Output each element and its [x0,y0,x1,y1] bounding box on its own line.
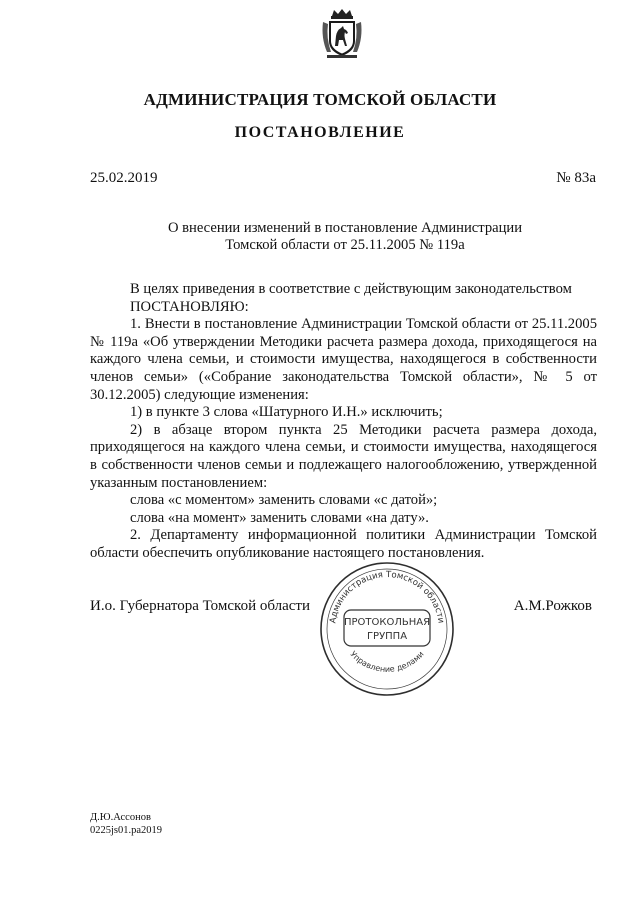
replacement-2-paragraph: слова «на момент» заменить словами «на дату». [130,509,429,526]
executor-footer [90,811,162,837]
decree-word: ПОСТАНОВЛЯЮ: [130,298,249,315]
item-1-1-paragraph: 1) в пункте 3 слова «Шатурного И.Н.» исключить; [130,404,443,421]
subject-line-1: О внесении изменений в постановление Администрации [167,220,523,236]
replacement-1-paragraph: слова «с моментом» заменить словами «с датой»; [130,492,438,509]
file-code: 0225js01.ра2019 [90,825,163,836]
document-subject [160,220,530,254]
stamp-outer-text: Администрация Томской области [328,569,446,625]
organization-title: АДМИНИСТРАЦИЯ ТОМСКОЙ ОБЛАСТИ [143,90,497,109]
official-stamp [318,560,456,698]
coat-of-arms-emblem [319,8,365,60]
document-number: № 83а [556,170,596,186]
item-1-2-paragraph: 2) в абзаце втором пункта 25 Методики расчета размера дохода, приходящегося на каждого члена семьи, и стоимости имущества, находящегося в собственности членов семьи и подлежащего налогообложению, утвержденной указанным постановлением: [90,421,597,491]
document-date: 25.02.2019 [90,170,158,186]
item-2-paragraph: 2. Департаменту информационной политики Администрации Томской области обеспечить опубликование настоящего постановления. [90,527,597,561]
executor-name: Д.Ю.Ассонов [90,812,151,823]
document-body [90,281,597,563]
subject-line-2: Томской области от 25.11.2005 № 119а [225,237,465,253]
stamp-bottom-text: Управление делами [348,649,426,674]
preamble-paragraph: В целях приведения в соответствие с действующим законодательством [130,281,572,297]
signer-name: А.М.Рожков [513,598,592,614]
stamp-inner-line-2: ГРУППА [366,631,408,642]
signer-position: И.о. Губернатора Томской области [90,598,310,614]
item-1-paragraph: 1. Внести в постановление Администрации Томской области от 25.11.2005 № 119а «Об утверждении Методики расчета размера дохода, приходящегося на каждого члена семьи, и стоимости имущества, находящегося в собственности членов семьи» («Собрание законодательства Томской области», № 5 от 30.12.2005) следующие изменения: [90,316,597,403]
stamp-inner-line-1: ПРОТОКОЛЬНАЯ [343,617,431,628]
document-type-title: ПОСТАНОВЛЕНИЕ [234,124,406,141]
